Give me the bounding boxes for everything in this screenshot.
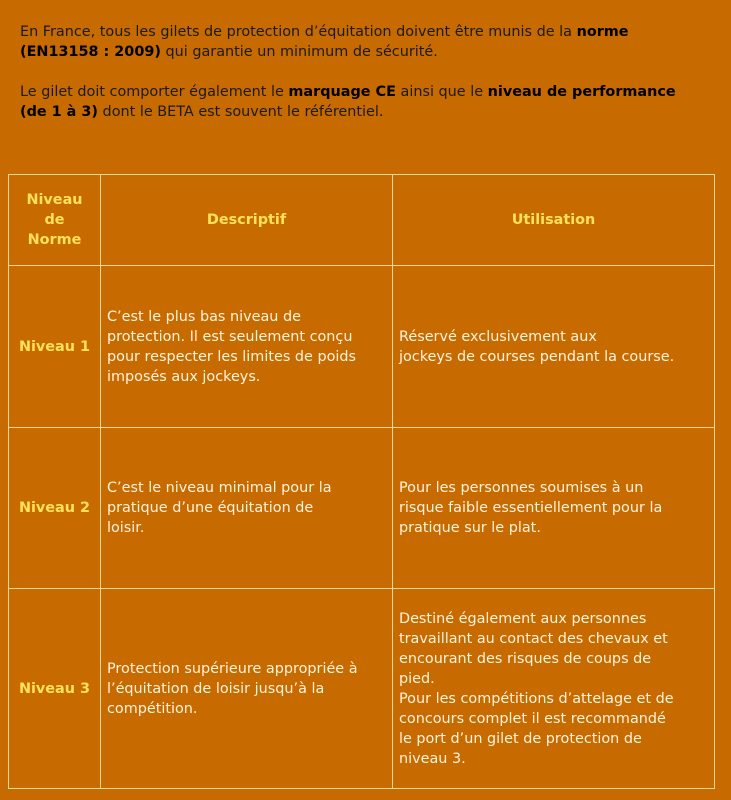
table-row (9, 428, 715, 589)
intro-p2-niveau: niveau de performance (487, 84, 676, 100)
table-row (9, 589, 715, 789)
norms-table (8, 174, 715, 789)
row-level: Niveau 2 (9, 428, 101, 589)
header-descriptif: Descriptif (101, 175, 393, 266)
row-utilisation: Réservé exclusivement aux jockeys de courses pendant la course. (393, 266, 715, 428)
intro-p2-ce: marquage CE (288, 84, 396, 100)
table-row (9, 266, 715, 428)
row-level: Niveau 3 (9, 589, 101, 789)
row-utilisation: Destiné également aux personnes travaillant au contact des chevaux et encourant des risques de coups de pied. Pour les compétitions d’attelage et de concours complet il est recommandé le port d’un gilet de protection de niveau 3. (393, 589, 715, 789)
intro-p1-pre: En France, tous les gilets de protection d’équitation doivent être munis de la (20, 24, 577, 40)
row-utilisation: Pour les personnes soumises à un risque faible essentiellement pour la pratique sur le plat. (393, 428, 715, 589)
intro-p2-post: dont le BETA est souvent le référentiel. (97, 104, 384, 120)
intro-p2-range: (de 1 à 3) (20, 104, 98, 120)
row-descriptif: C’est le niveau minimal pour la pratique d’une équitation de loisir. (101, 428, 393, 589)
intro-p1-norme: norme (576, 24, 629, 40)
row-descriptif: C’est le plus bas niveau de protection. Il est seulement conçu pour respecter les limites de poids imposés aux jockeys. (101, 266, 393, 428)
row-level: Niveau 1 (9, 266, 101, 428)
header-utilisation: Utilisation (393, 175, 715, 266)
row-descriptif: Protection supérieure appropriée à l’équitation de loisir jusqu’à la compétition. (101, 589, 393, 789)
intro-p1-post: qui garantie un minimum de sécurité. (160, 44, 438, 60)
header-level: Niveau de Norme (9, 175, 101, 266)
intro-text (20, 22, 704, 142)
intro-p1-code: (EN13158 : 2009) (20, 44, 161, 60)
intro-paragraph-2 (20, 82, 704, 122)
intro-paragraph-1 (20, 22, 704, 62)
intro-p2-mid: ainsi que le (395, 84, 488, 100)
intro-p2-pre: Le gilet doit comporter également le (20, 84, 289, 100)
table-header-row (9, 175, 715, 266)
